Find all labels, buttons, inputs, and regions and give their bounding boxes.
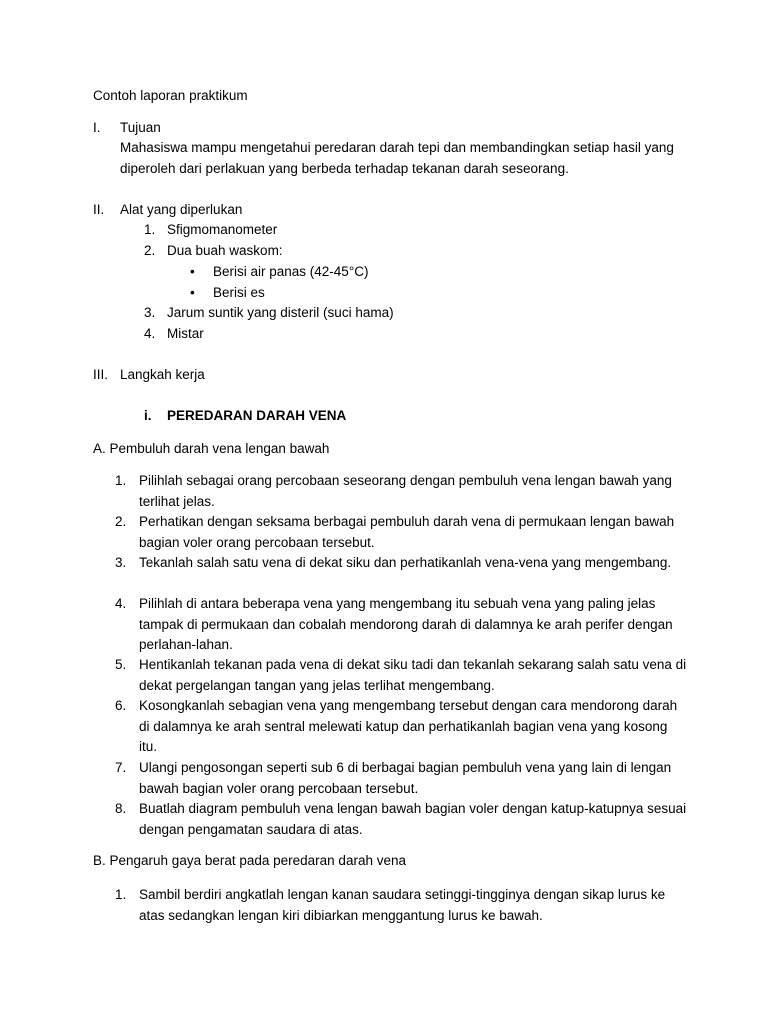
step-text: Perhatikan dengan seksama berbagai pembuluh darah vena di permukaan lengan bawah bagian voler orang percobaan tersebut.	[139, 514, 675, 550]
step-number: 6.	[115, 698, 127, 713]
tool-number: 1.	[144, 222, 156, 237]
tool-number: 3.	[144, 305, 156, 320]
bullet-icon: •	[190, 264, 195, 279]
step-text: Hentikanlah tekanan pada vena di dekat siku tadi dan tekanlah sekarang salah satu vena di dekat pergelangan tangan yang jelas terlihat mengembang.	[139, 657, 687, 693]
bullet-icon: •	[190, 285, 195, 300]
step-number: 1.	[115, 473, 127, 488]
step-number: 2.	[115, 514, 127, 529]
tool-item: Dua buah waskom:	[167, 243, 283, 258]
tool-item: Sfigmomanometer	[167, 222, 278, 237]
step-number: 3.	[115, 555, 127, 570]
tool-item: Mistar	[167, 326, 204, 341]
tool-item: Jarum suntik yang disteril (suci hama)	[167, 305, 394, 320]
step-text: Kosongkanlah sebagian vena yang mengembang tersebut dengan cara mendorong darah di dalamnya ke arah sentral melewati katup dan perhatikanlah bagian vena yang kosong itu.	[139, 698, 678, 755]
step-number: 4.	[115, 596, 127, 611]
step-number: 5.	[115, 657, 127, 672]
subheading: PEREDARAN DARAH VENA	[167, 408, 347, 423]
tool-number: 2.	[144, 243, 156, 258]
section-heading-tujuan: Tujuan	[120, 120, 161, 135]
step-number: 7.	[115, 760, 127, 775]
step-number: 1.	[115, 887, 127, 902]
tool-subitem: Berisi air panas (42-45°C)	[213, 264, 369, 279]
tool-number: 4.	[144, 326, 156, 341]
section-number-langkah: III.	[93, 367, 109, 382]
section-heading-langkah: Langkah kerja	[120, 367, 205, 382]
section-number-tujuan: I.	[93, 120, 101, 135]
tujuan-paragraph: Mahasiswa mampu mengetahui peredaran darah tepi dan membandingkan setiap hasil yang diperoleh dari perlakuan yang berbeda terhadap tekanan darah seseorang.	[120, 140, 674, 176]
section-number-alat: II.	[93, 202, 105, 217]
step-number: 8.	[115, 801, 127, 816]
step-text: Buatlah diagram pembuluh vena lengan bawah bagian voler dengan katup-katupnya sesuai dengan pengamatan saudara di atas.	[139, 801, 687, 837]
step-text: Sambil berdiri angkatlah lengan kanan saudara setinggi-tingginya dengan sikap lurus ke atas sedangkan lengan kiri dibiarkan menggantung lurus ke bawah.	[139, 887, 666, 923]
tool-subitem: Berisi es	[213, 285, 265, 300]
step-text: Pilihlah sebagai orang percobaan seseorang dengan pembuluh vena lengan bawah yang terlihat jelas.	[139, 473, 672, 509]
subheading-number: i.	[144, 408, 152, 423]
step-text: Ulangi pengosongan seperti sub 6 di berbagai bagian pembuluh vena yang lain di lengan bawah bagian voler orang percobaan tersebut.	[139, 760, 672, 796]
step-text: Tekanlah salah satu vena di dekat siku dan perhatikanlah vena-vena yang mengembang.	[139, 555, 672, 570]
step-text: Pilihlah di antara beberapa vena yang mengembang itu sebuah vena yang paling jelas tampak di permukaan dan cobalah mendorong darah di dalamnya ke arah perifer dengan perlahan-lahan.	[139, 596, 673, 653]
section-b-heading: B. Pengaruh gaya berat pada peredaran darah vena	[93, 853, 406, 868]
section-heading-alat: Alat yang diperlukan	[120, 202, 243, 217]
section-a-heading: A. Pembuluh darah vena lengan bawah	[93, 441, 330, 456]
document-title: Contoh laporan praktikum	[93, 88, 248, 103]
